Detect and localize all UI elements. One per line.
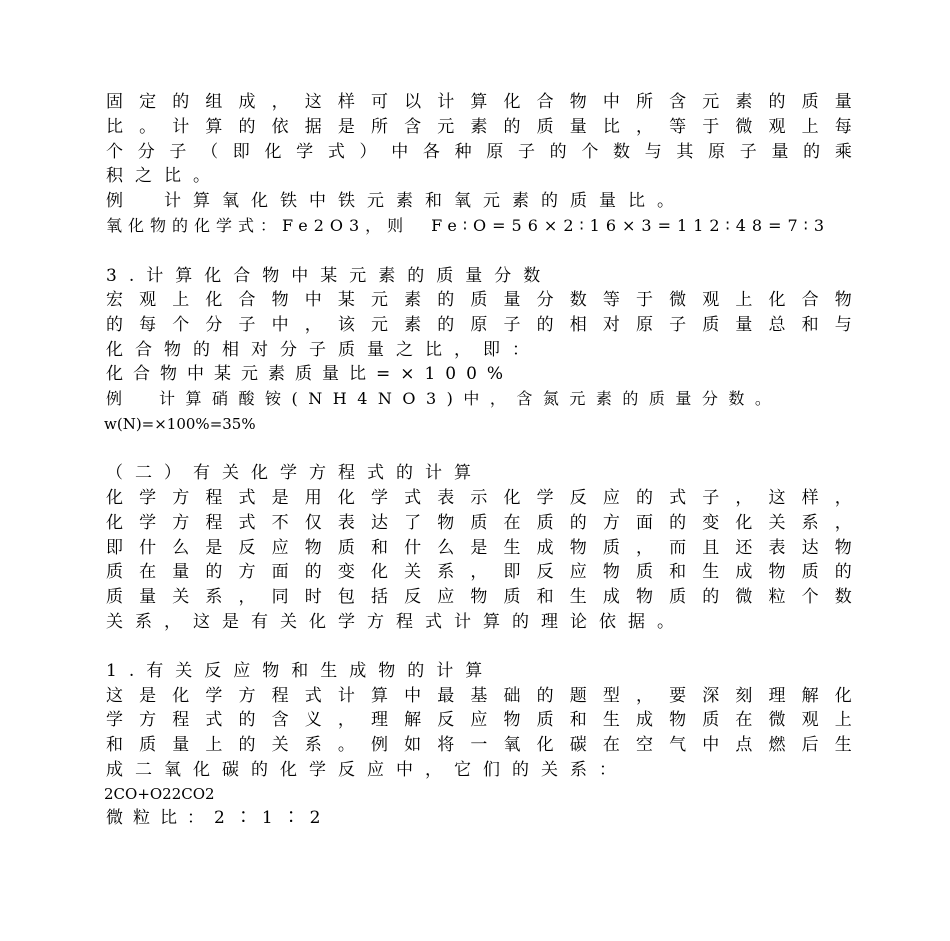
- text-line-16: 化 学 方 程 式 不 仅 表 达 了 物 质 在 质 的 方 面 的 变 化 关 系 ，: [106, 513, 852, 533]
- text-line-1: 固 定 的 组 成 ， 这 样 可 以 计 算 化 合 物 中 所 含 元 素 的 质 量: [106, 92, 852, 112]
- text-line-5: 例 计算氧化铁中铁元素和氧元素的质量比。: [106, 191, 686, 211]
- section-heading-2: （二）有关化学方程式的计算: [106, 463, 483, 483]
- equation-line: 2CO+O22CO2: [104, 785, 215, 803]
- text-line-27: 微粒比：2∶1∶2: [106, 808, 331, 828]
- text-line-23: 学 方 程 式 的 含 义 ， 理 解 反 应 物 质 和 生 成 物 质 在 微 观 上: [106, 710, 852, 730]
- text-line-22: 这 是 化 学 方 程 式 计 算 中 最 基 础 的 题 型 ， 要 深 刻 理 解 化: [106, 686, 852, 706]
- text-line-13: w(N)=×100%=35%: [104, 415, 256, 433]
- text-line-11: 化合物中某元素质量比=×100%: [106, 364, 514, 384]
- text-line-25: 成二氧化碳的化学反应中，它们的关系：: [106, 760, 628, 780]
- text-line-24: 和 质 量 上 的 关 系 。 例 如 将 一 氧 化 碳 在 空 气 中 点 燃 后 生: [106, 735, 852, 755]
- section-heading-1: 1.有关反应物和生成物的计算: [106, 661, 495, 681]
- text-line-15: 化 学 方 程 式 是 用 化 学 式 表 示 化 学 反 应 的 式 子 ， 这 样 ，: [106, 488, 852, 508]
- text-line-12: 例 计算硝酸铵(NH4NO3)中，含氮元素的质量分数。: [106, 389, 782, 408]
- text-line-10: 化合物的相对分子质量之比，即：: [106, 340, 541, 360]
- text-line-17: 即 什 么 是 反 应 物 质 和 什 么 是 生 成 物 质 ， 而 且 还 表 达 物: [106, 538, 852, 558]
- text-line-18: 质 在 量 的 方 面 的 变 化 关 系 ， 即 反 应 物 质 和 生 成 物 质 的: [106, 562, 852, 582]
- text-line-9: 的 每 个 分 子 中 ， 该 元 素 的 原 子 的 相 对 原 子 质 量 总 和 与: [106, 315, 852, 335]
- section-heading-3: 3.计算化合物中某元素的质量分数: [106, 266, 553, 286]
- text-line-2: 比 。 计 算 的 依 据 是 所 含 元 素 的 质 量 比 ， 等 于 微 观 上 每: [106, 117, 852, 137]
- text-line-6: 氧化物的化学式：Fe2O3，则 Fe∶O=56×2∶16×3=112∶48=7∶3: [106, 216, 831, 235]
- text-line-3: 个 分 子 （ 即 化 学 式 ） 中 各 种 原 子 的 个 数 与 其 原 子 量 的 乘: [106, 142, 852, 162]
- text-line-8: 宏 观 上 化 合 物 中 某 元 素 的 质 量 分 数 等 于 微 观 上 化 合 物: [106, 290, 852, 310]
- text-line-20: 关系，这是有关化学方程式计算的理论依据。: [106, 612, 686, 632]
- text-line-19: 质 量 关 系 ， 同 时 包 括 反 应 物 质 和 生 成 物 质 的 微 粒 个 数: [106, 587, 852, 607]
- text-line-4: 积之比。: [106, 166, 222, 186]
